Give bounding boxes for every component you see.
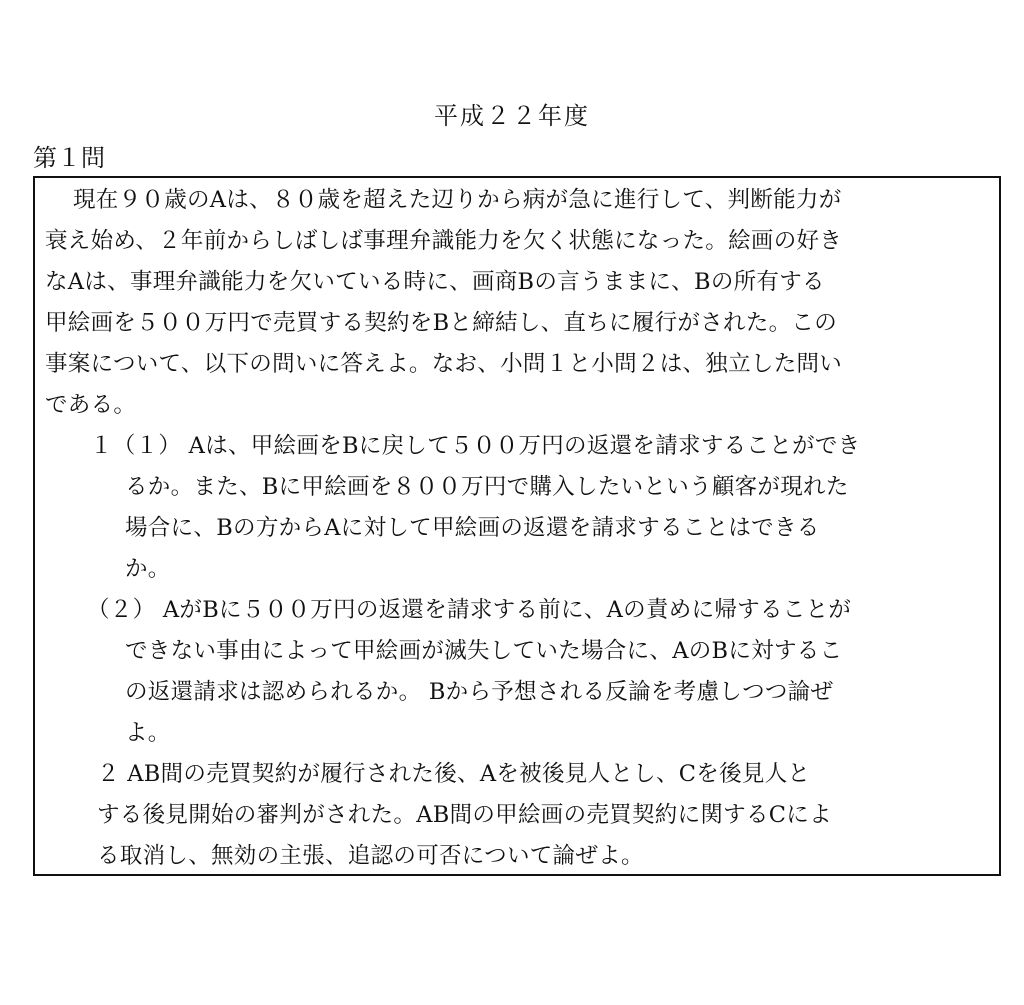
question-number: 第１問 — [33, 144, 105, 172]
sub-question-2-line: る取消し、無効の主張、追認の可否について論ぜよ。 — [97, 843, 644, 869]
problem-box — [33, 176, 1001, 876]
problem-line: なAは、事理弁識能力を欠いている時に、画商Bの言うままに、Bの所有する — [45, 269, 825, 295]
sub-question-2-line: ２ AB間の売買契約が履行された後、Aを被後見人とし、Cを後見人と — [97, 761, 811, 787]
sub-question-1-2-line: よ。 — [125, 720, 171, 746]
problem-line: 衰え始め、２年前からしばしば事理弁識能力を欠く状態になった。絵画の好き — [45, 228, 843, 254]
sub-question-1-2-line: （２） AがBに５００万円の返還を請求する前に、Aの責めに帰することが — [87, 597, 852, 623]
problem-line: 現在９０歳のAは、８０歳を超えた辺りから病が急に進行して、判断能力が — [73, 187, 842, 213]
sub-question-1-2-line: の返還請求は認められるか。 Bから予想される反論を考慮しつつ論ぜ — [125, 679, 834, 705]
sub-question-1-1-line: るか。また、Bに甲絵画を８００万円で購入したいという顧客が現れた — [125, 474, 849, 500]
sub-question-1-1-line: 場合に、Bの方からAに対して甲絵画の返還を請求することはできる — [125, 515, 820, 541]
problem-line: である。 — [45, 392, 137, 418]
sub-question-1-1-line: か。 — [125, 556, 171, 582]
document-title: 平成２２年度 — [434, 102, 590, 130]
sub-question-2-line: する後見開始の審判がされた。AB間の甲絵画の売買契約に関するCによ — [97, 802, 832, 828]
problem-line: 甲絵画を５００万円で売買する契約をBと締結し、直ちに履行がされた。この — [45, 310, 838, 336]
sub-question-1-2-line: できない事由によって甲絵画が滅失していた場合に、AのBに対するこ — [125, 638, 843, 664]
problem-line: 事案について、以下の問いに答えよ。なお、小問１と小問２は、独立した問い — [45, 351, 843, 377]
sub-question-1-1-line: １（１） Aは、甲絵画をBに戻して５００万円の返還を請求することができ — [90, 433, 861, 459]
